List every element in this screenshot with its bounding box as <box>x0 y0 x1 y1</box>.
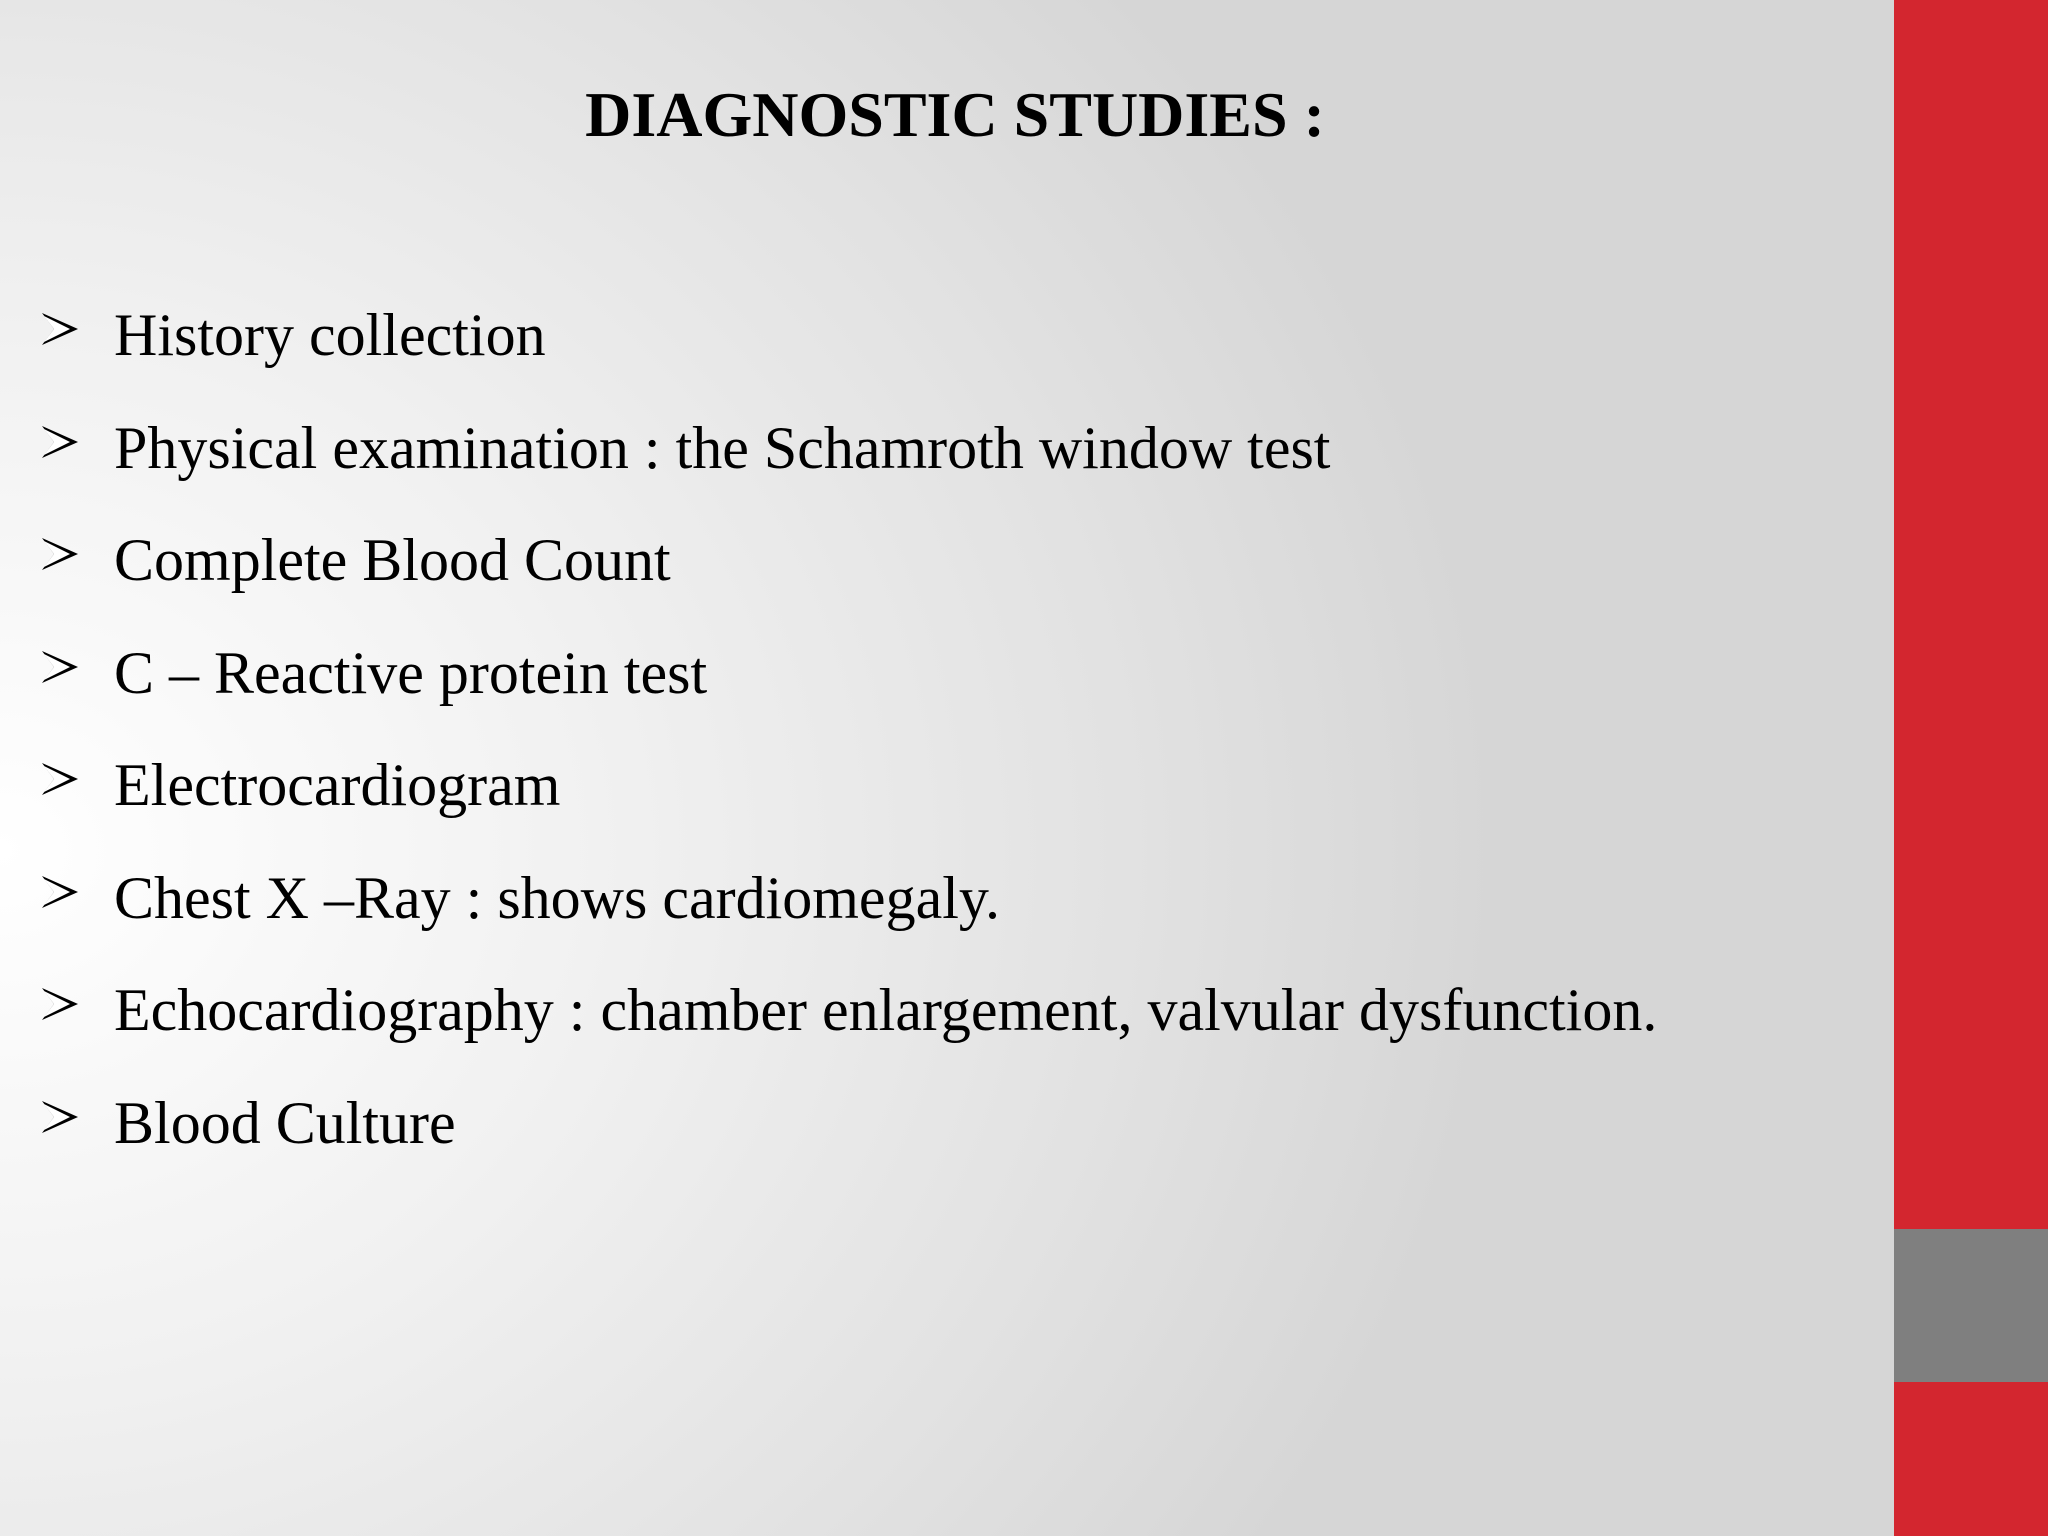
bullet-item <box>40 633 1880 746</box>
bullet-text: Chest X –Ray : shows cardiomegaly. <box>114 864 1000 931</box>
bullet-item <box>40 295 1880 408</box>
bullet-text: C – Reactive protein test <box>114 639 708 706</box>
arrowhead-bullet-icon <box>40 408 114 488</box>
side-accent-bar-red-top <box>1894 0 2048 1229</box>
slide-title: DIAGNOSTIC STUDIES : <box>585 79 1325 150</box>
arrowhead-bullet-icon <box>40 295 114 375</box>
bullet-item <box>40 970 1880 1083</box>
bullet-item <box>40 520 1880 633</box>
side-accent-bar-red-bottom <box>1894 1382 2048 1536</box>
bullet-text: History collection <box>114 302 546 368</box>
bullet-item <box>40 745 1880 858</box>
arrowhead-bullet-icon <box>40 1083 114 1163</box>
bullet-item <box>40 1083 1880 1196</box>
bullet-text: Blood Culture <box>114 1089 456 1156</box>
bullet-item <box>40 408 1880 521</box>
bullet-text: Electrocardiogram <box>114 752 561 818</box>
arrowhead-bullet-icon <box>40 970 114 1050</box>
bullet-text: Echocardiography : chamber enlargement, valvular dysfunction. <box>114 977 1658 1043</box>
bullet-list <box>40 295 1880 1195</box>
arrowhead-bullet-icon <box>40 745 114 825</box>
bullet-item <box>40 858 1880 971</box>
arrowhead-bullet-icon <box>40 858 114 938</box>
arrowhead-bullet-icon <box>40 520 114 600</box>
bullet-text: Physical examination : the Schamroth window test <box>114 414 1331 481</box>
side-accent-bar-gray <box>1894 1229 2048 1382</box>
bullet-text: Complete Blood Count <box>114 527 671 593</box>
arrowhead-bullet-icon <box>40 633 114 713</box>
